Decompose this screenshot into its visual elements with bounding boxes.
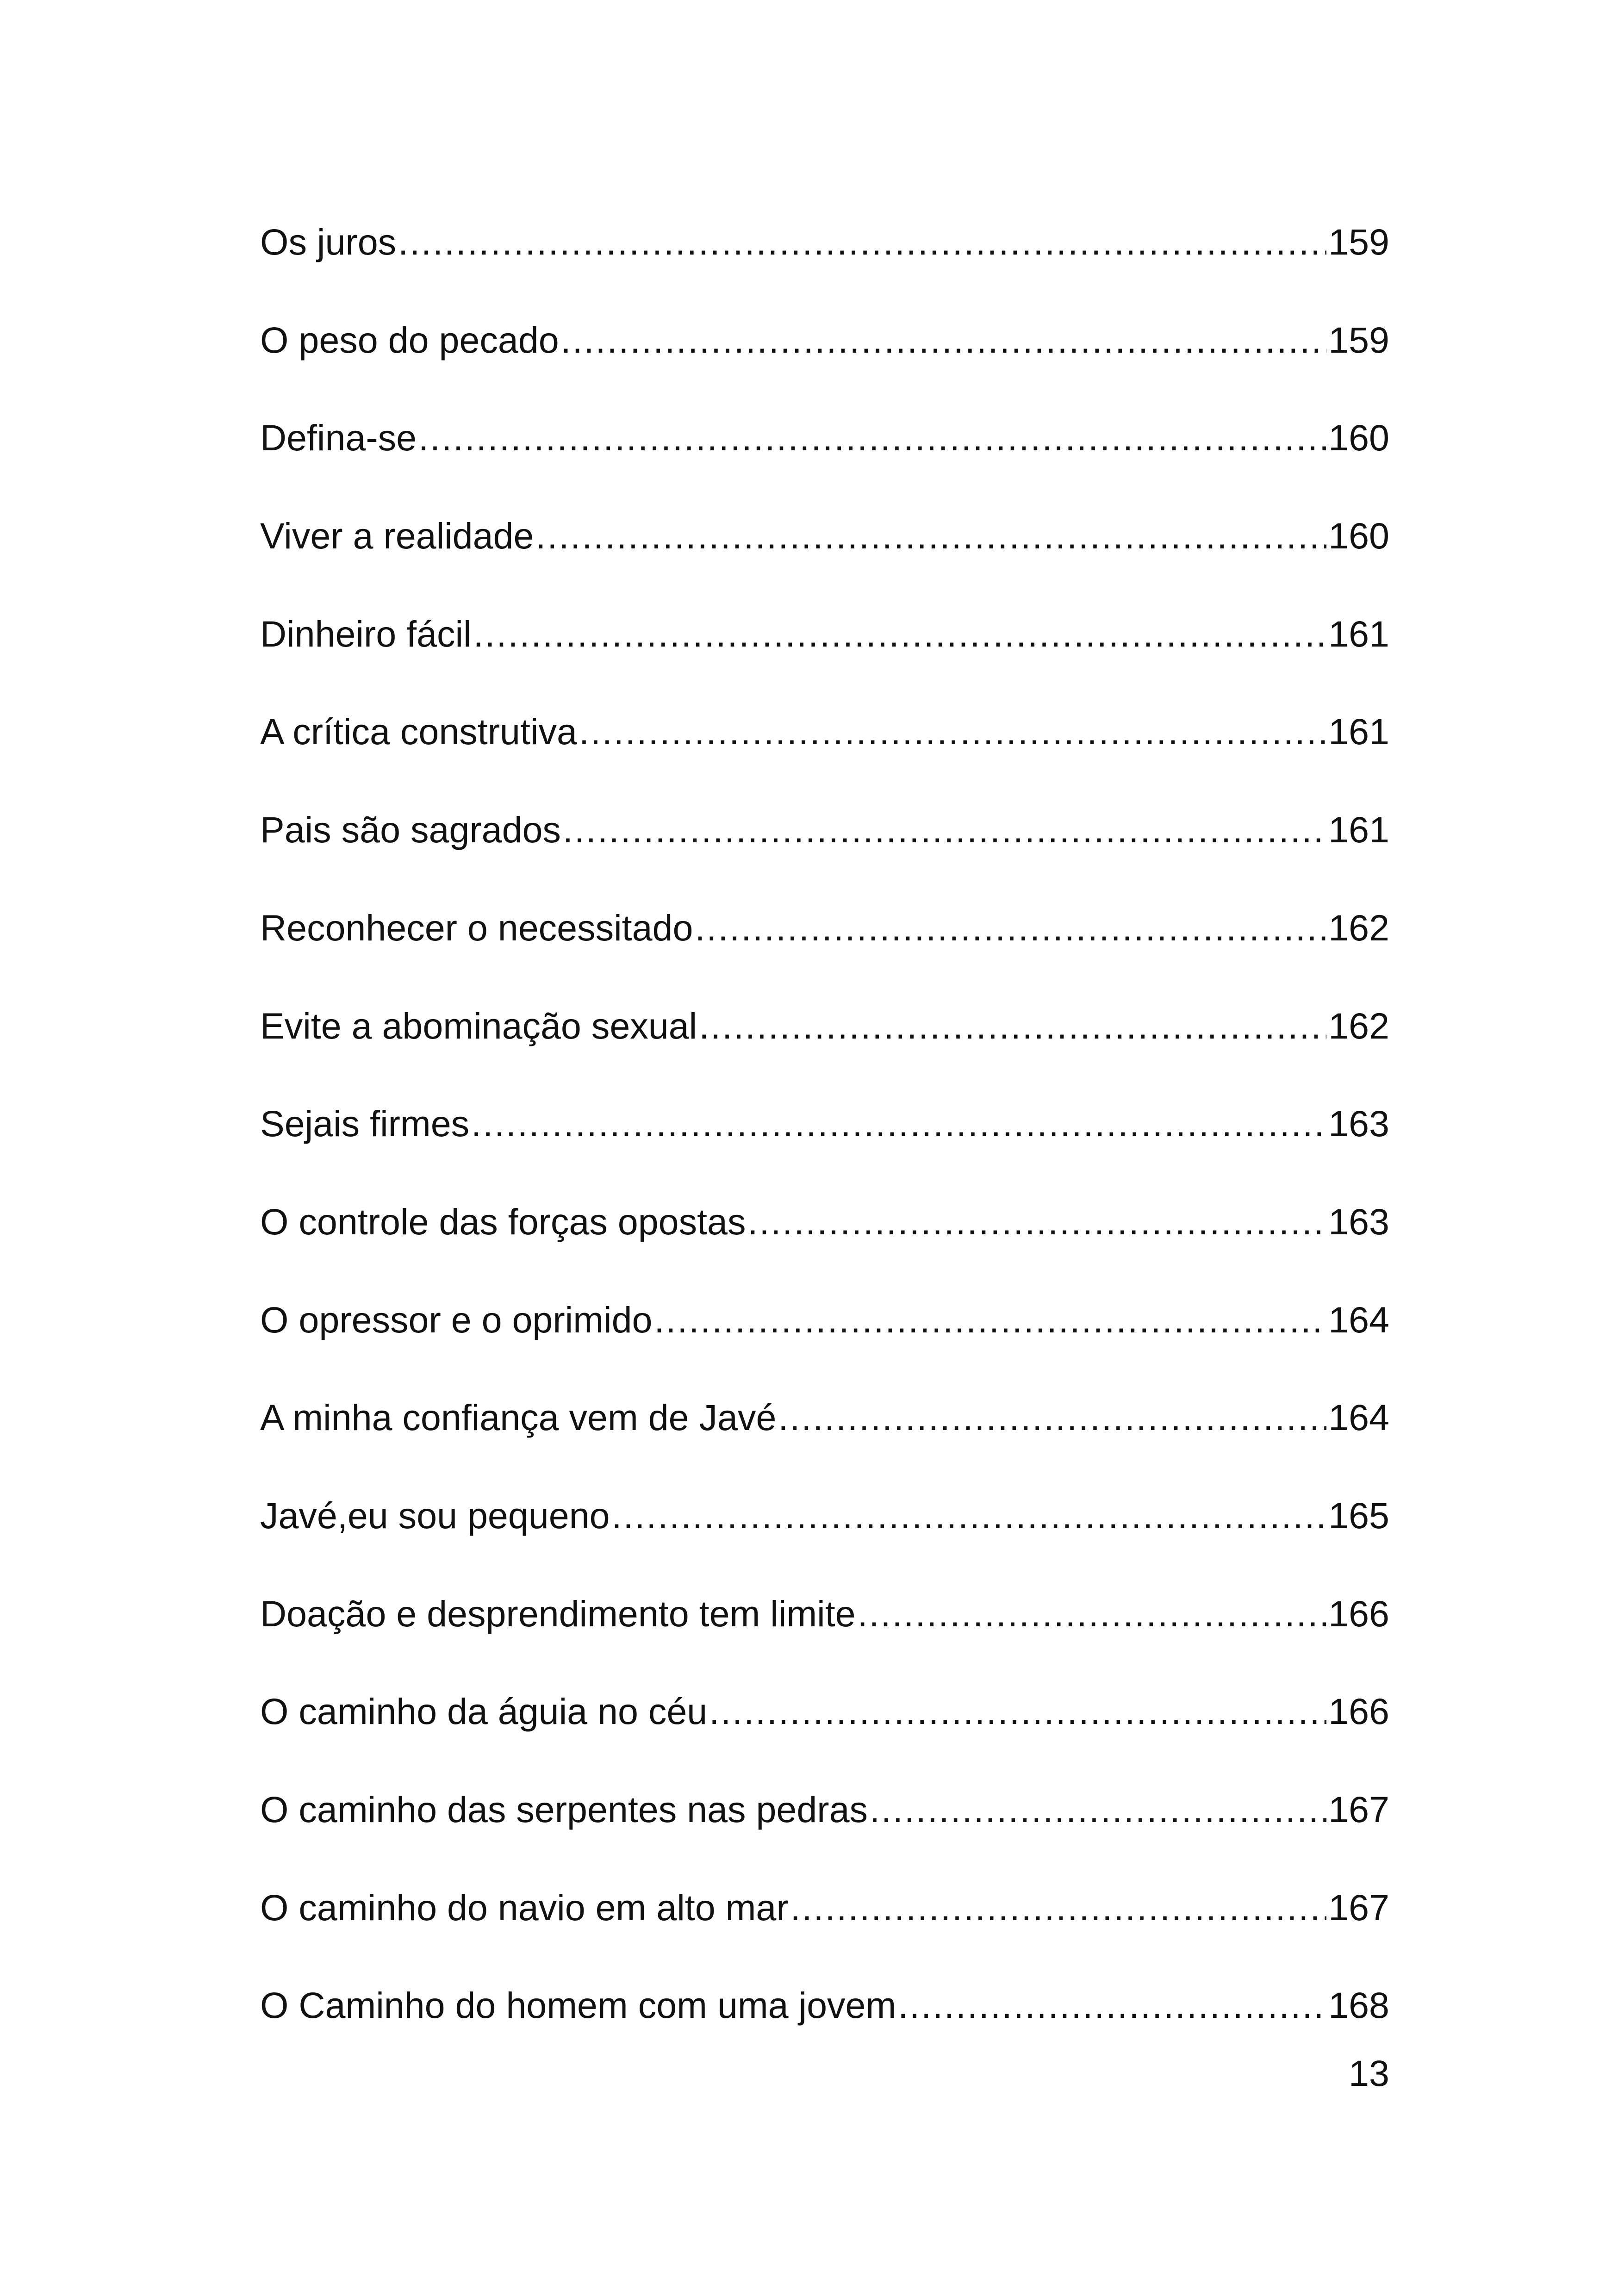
toc-entry-page: 160 [1328,417,1389,459]
toc-entry-title: Defina-se [260,417,417,459]
toc-entry-page: 164 [1328,1397,1389,1438]
toc-entry [260,1584,1389,1682]
toc-entry-title: Sejais firmes [260,1103,470,1145]
toc-entry [260,1290,1389,1388]
toc-entry [260,310,1389,408]
toc-entry-title: Evite a abominação sexual [260,1005,697,1046]
dot-leader [535,506,1326,566]
toc-entry [260,1094,1389,1192]
toc-entry-page: 166 [1328,1593,1389,1634]
toc-entry-title: O controle das forças opostas [260,1201,746,1242]
toc-entry-title: O caminho das serpentes nas pedras [260,1789,868,1830]
toc-entry-title: O peso do pecado [260,319,559,361]
toc-entry-title: A minha confiança vem de Javé [260,1397,777,1438]
toc-entry [260,898,1389,996]
page-number: 13 [1349,2053,1389,2094]
dot-leader [898,1975,1326,2035]
toc-entry [260,212,1389,310]
toc-entry [260,800,1389,898]
toc-entry-page: 168 [1328,1985,1389,2026]
toc-entry-title: A crítica construtiva [260,711,577,753]
toc-entry-title: Dinheiro fácil [260,613,472,654]
toc-entry-title: Javé,eu sou pequeno [260,1494,610,1536]
dot-leader [398,212,1326,272]
toc-entry-page: 160 [1328,515,1389,557]
dot-leader [790,1878,1327,1938]
toc-entry [260,1486,1389,1584]
toc-entry-page: 163 [1328,1103,1389,1145]
toc-entry [260,604,1389,702]
toc-entry-page: 162 [1328,1005,1389,1046]
dot-leader [870,1780,1326,1840]
table-of-contents [260,212,1389,2073]
dot-leader [563,800,1326,860]
toc-entry-title: Pais são sagrados [260,809,561,851]
toc-entry [260,1681,1389,1780]
dot-leader [579,702,1326,762]
toc-entry-page: 165 [1328,1494,1389,1536]
toc-entry-page: 163 [1328,1201,1389,1242]
toc-entry-page: 159 [1328,319,1389,361]
toc-entry-page: 167 [1328,1886,1389,1928]
toc-entry-page: 161 [1328,613,1389,654]
toc-entry-title: Doação e desprendimento tem limite [260,1593,856,1634]
toc-entry-title: O opressor e o oprimido [260,1299,653,1340]
dot-leader [709,1681,1326,1742]
toc-entry [260,996,1389,1094]
toc-entry-title: Os juros [260,221,397,262]
dot-leader [471,1094,1326,1154]
toc-entry-page: 159 [1328,221,1389,262]
dot-leader [561,310,1327,370]
toc-entry-title: O caminho do navio em alto mar [260,1886,789,1928]
toc-entry-page: 167 [1328,1789,1389,1830]
toc-entry [260,1878,1389,1976]
dot-leader [654,1290,1326,1350]
toc-entry [260,506,1389,604]
dot-leader [699,996,1326,1056]
toc-entry [260,1975,1389,2073]
toc-entry [260,702,1389,800]
toc-entry [260,1780,1389,1878]
toc-entry [260,1192,1389,1290]
dot-leader [612,1486,1327,1546]
toc-entry-page: 166 [1328,1691,1389,1732]
dot-leader [778,1388,1326,1448]
dot-leader [473,604,1327,664]
toc-entry-title: O caminho da águia no céu [260,1691,708,1732]
dot-leader [748,1192,1327,1252]
toc-entry [260,1388,1389,1486]
toc-entry-page: 164 [1328,1299,1389,1340]
toc-entry-page: 162 [1328,907,1389,948]
dot-leader [858,1584,1327,1644]
dot-leader [418,408,1326,468]
toc-entry-title: Reconhecer o necessitado [260,907,693,948]
toc-entry-page: 161 [1328,809,1389,851]
toc-entry [260,408,1389,506]
toc-entry-title: Viver a realidade [260,515,534,557]
dot-leader [695,898,1326,958]
toc-entry-page: 161 [1328,711,1389,753]
toc-entry-title: O Caminho do homem com uma jovem [260,1985,896,2026]
